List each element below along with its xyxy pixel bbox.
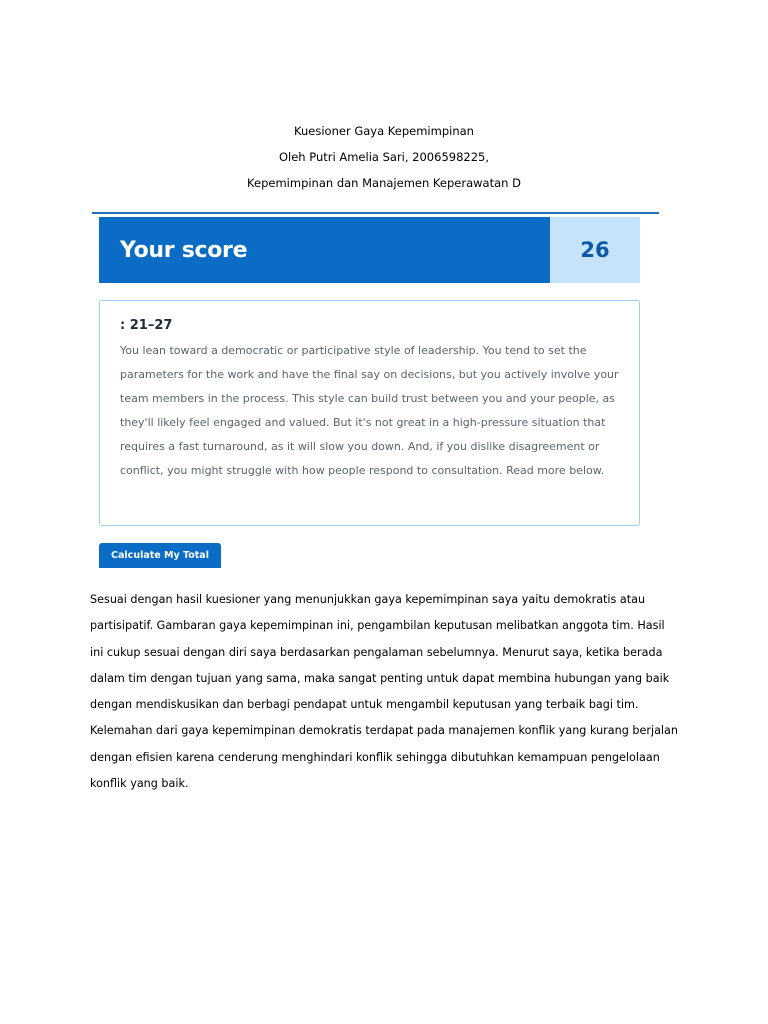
score-value: 26 [550, 217, 640, 283]
score-bar [99, 217, 640, 283]
author-line: Oleh Putri Amelia Sari, 2006598225, [278, 150, 489, 164]
document-title: Kuesioner Gaya Kepemimpinan [294, 124, 474, 138]
body-paragraph: Sesuai dengan hasil kuesioner yang menunjukkan gaya kepemimpinan saya yaitu demokratis atau partisipatif. Gambaran gaya kepemimpinan ini, pengambilan keputusan melibatkan anggota tim. Hasil ini cukup sesuai dengan diri saya berdasarkan pengalaman sebelumnya. Menurut saya, ketika berada dalam tim dengan tujuan yang sama, maka sangat penting untuk dapat membina hubungan yang baik dengan mendiskusikan dan berbagi pendapat untuk mengambil keputusan yang terbaik bagi tim. Kelemahan dari gaya kepemimpinan demokratis terdapat pada manajemen konflik yang kurang berjalan dengan efisien karena cenderung menghindari konflik sehingga dibutuhkan kemampuan pengelolaan konflik yang baik. [90, 593, 678, 791]
embedded-quiz-screenshot [92, 212, 659, 568]
result-description: You lean toward a democratic or participative style of leadership. You tend to set the parameters for the work and have the final say on decisions, but you actively involve your team members in the process. This style can build trust between you and your people, as they'll likely feel engaged and valued. But it's not great in a high-pressure situation that requires a fast turnaround, as it will slow you down. And, if you dislike disagreement or conflict, you might struggle with how people respond to consultation. Read more below. [120, 344, 619, 477]
document-header [0, 118, 768, 196]
top-divider [92, 212, 659, 214]
score-range-label: : 21–27 [120, 318, 173, 333]
course-line: Kepemimpinan dan Manajemen Keperawatan D [247, 176, 521, 190]
score-label: Your score [99, 217, 550, 283]
result-card [99, 300, 640, 526]
calculate-total-button[interactable]: Calculate My Total [99, 543, 221, 568]
